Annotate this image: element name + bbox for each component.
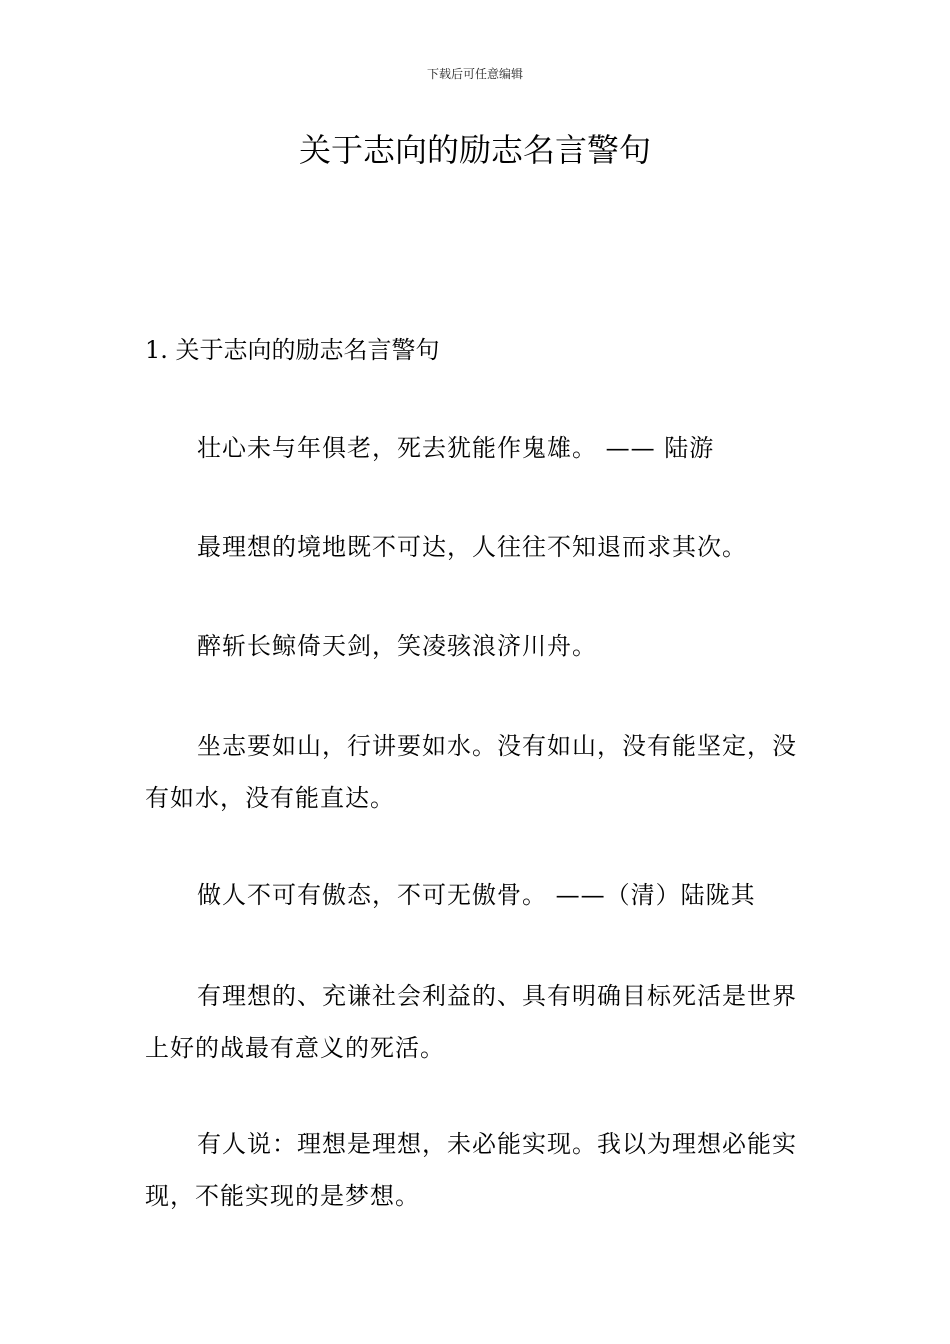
header-note: 下载后可任意编辑	[426, 67, 523, 81]
quote-paragraph	[145, 869, 810, 921]
quote-paragraph	[145, 422, 810, 474]
quote-text: 最理想的境地既不可达，人往往不知退而求其次。	[197, 533, 747, 561]
quote-text: 壮心未与年俱老，死去犹能作鬼雄。 —— 陆游	[197, 434, 715, 462]
quote-paragraph	[145, 970, 810, 1074]
quote-text: 有理想的、充谦社会利益的、具有明确目标死活是世界上好的战最有意义的死活。	[145, 982, 797, 1062]
quote-text: 坐志要如山，行讲要如水。没有如山，没有能坚定，没有如水，没有能直达。	[145, 732, 797, 812]
quote-paragraph	[145, 1118, 810, 1222]
quote-text: 醉斩长鲸倚天剑，笑凌骇浪济川舟。	[197, 632, 597, 660]
section-heading: 1. 关于志向的励志名言警句	[145, 336, 440, 364]
quote-text: 做人不可有傲态，不可无傲骨。 ——（清）陆陇其	[197, 881, 756, 909]
quote-text: 有人说：理想是理想，未必能实现。我以为理想必能实现，不能实现的是梦想。	[145, 1130, 797, 1210]
quote-paragraph	[145, 620, 810, 672]
quote-paragraph	[145, 720, 810, 824]
document-title: 关于志向的励志名言警句	[298, 131, 651, 169]
quote-paragraph	[145, 521, 810, 573]
